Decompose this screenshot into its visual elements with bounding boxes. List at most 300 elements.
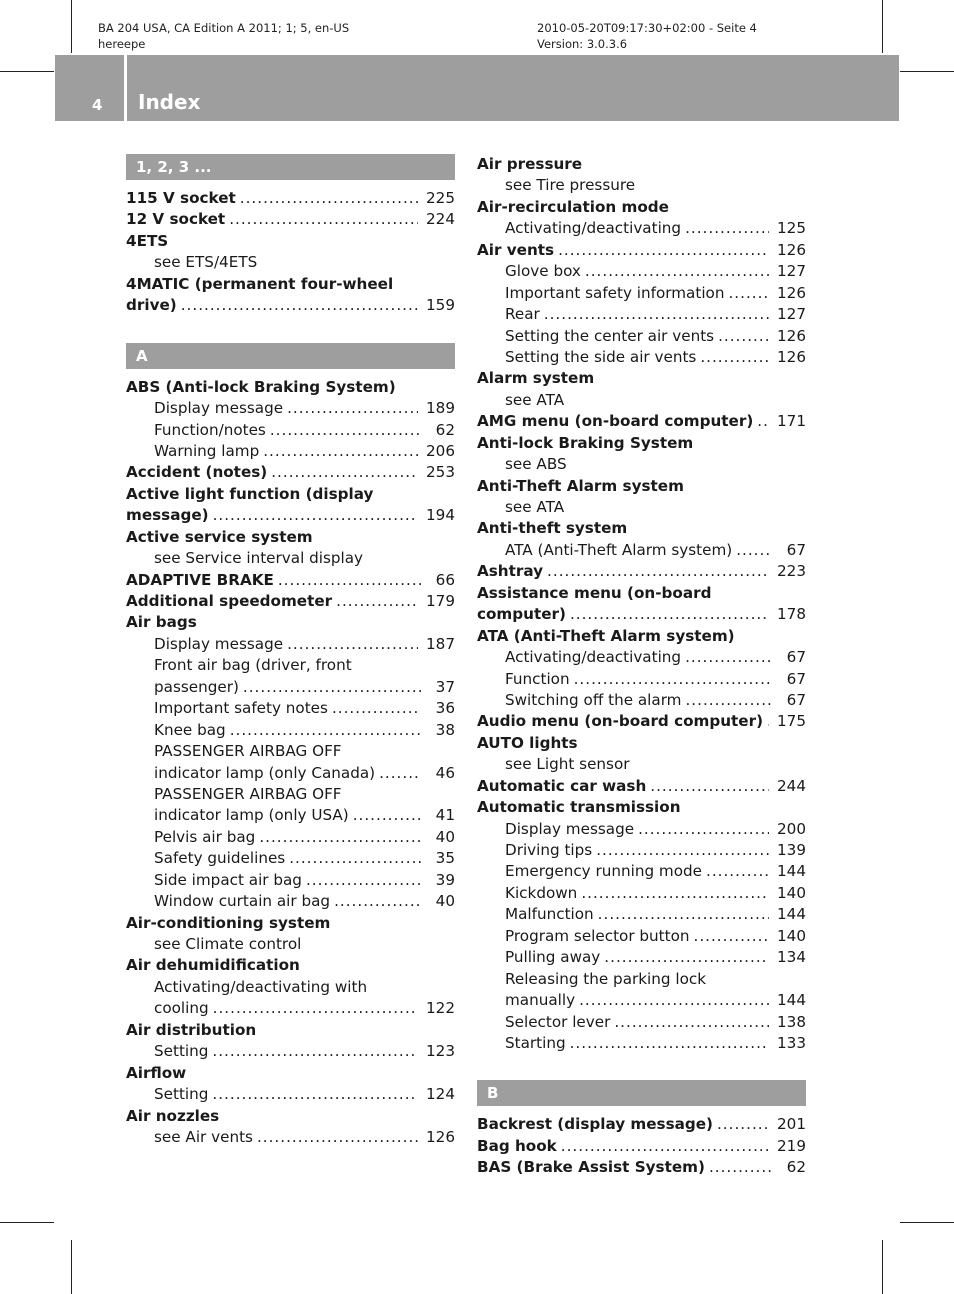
index-entry [126,505,455,526]
page-reference: 123 [426,1042,455,1061]
index-subentry [126,720,455,741]
entry-label: Anti-lock Braking System [477,433,694,452]
entry-label: Rear [505,305,540,324]
entry-label: Side impact air bag [154,870,302,889]
print-metadata-left [98,20,349,52]
index-entry [126,295,455,316]
section-spacer [126,317,455,343]
page-reference: 134 [777,948,806,967]
entry-label: Air distribution [126,1020,257,1039]
entry-label: Display message [154,399,284,418]
page-title: Index [138,90,201,114]
dot-leader [212,1084,418,1105]
dot-leader [574,669,772,690]
index-subentry [126,677,455,698]
dot-leader [694,926,770,947]
entry-label: Activating/deactivating [505,648,682,667]
crop-mark [882,0,883,53]
entry-label: see ABS [505,455,567,474]
entry-label: cooling [154,999,209,1018]
page-reference: 133 [777,1033,806,1052]
entry-label: Bag hook [477,1136,557,1155]
index-entry [477,476,806,497]
entry-label: Ashtray [477,562,544,581]
entry-label: ABS (Anti-lock Braking System) [126,377,396,396]
entry-label: see ATA [505,390,565,409]
dot-leader [685,218,769,239]
index-subentry [126,998,455,1019]
dot-leader [579,990,769,1011]
index-subentry [126,441,455,462]
entry-label: indicator lamp (only USA) [154,806,349,825]
entry-label: Malfunction [505,905,594,924]
dot-leader [585,261,769,282]
index-entry [477,626,806,647]
page-reference: 201 [777,1115,806,1134]
dot-leader [243,677,421,698]
page-reference: 122 [426,999,455,1018]
dot-leader [379,763,421,784]
index-entry [126,462,455,483]
page-reference: 206 [426,441,455,460]
entry-label: 4ETS [126,231,169,250]
dot-leader [306,870,421,891]
dot-leader [278,570,421,591]
entry-label: Display message [154,634,284,653]
section-heading: B [477,1080,806,1106]
entry-label: see Air vents [154,1127,253,1146]
entry-label: Driving tips [505,841,593,859]
dot-leader [570,604,769,625]
index-entry [477,733,806,754]
page-reference: 126 [777,326,806,345]
dot-leader [332,698,421,719]
entry-label: Front air bag (driver, front [154,656,352,675]
index-entry [477,1114,806,1135]
index-subentry [477,883,806,904]
index-subentry [477,926,806,947]
dot-leader [558,240,769,261]
dot-leader [757,411,769,432]
entry-label: see Tire pressure [505,176,636,195]
dot-leader [718,326,769,347]
index-entry [477,583,806,604]
entry-label: drive) [126,296,177,315]
page-reference: 127 [777,305,806,324]
entry-label: Pulling away [505,948,601,967]
entry-label: Air vents [477,240,555,259]
index-entry [126,591,455,612]
entry-label: Air-conditioning system [126,913,331,932]
page-reference: 187 [426,634,455,653]
dot-leader [289,848,421,869]
page-reference: 38 [435,720,455,739]
crop-mark [71,1240,72,1294]
index-entry [477,1157,806,1178]
entry-label: Accident (notes) [126,463,268,482]
dot-leader [685,647,772,668]
index-subentry [477,969,806,990]
index-subentry [477,497,806,518]
entry-label: Emergency running mode [505,862,702,881]
entry-label: Safety guidelines [154,849,286,868]
index-entry [126,188,455,209]
page-reference: 125 [777,219,806,238]
index-subentry [477,1012,806,1033]
index-entry [126,231,455,252]
index-entry [477,1136,806,1157]
dot-leader [287,634,418,655]
index-subentry [477,175,806,196]
dot-leader [570,1033,769,1054]
page-reference: 225 [426,189,455,207]
index-subentry [477,947,806,968]
entry-label: Important safety notes [154,699,328,718]
header-divider [124,55,127,121]
entry-label: PASSENGER AIRBAG OFF [154,742,342,761]
entry-label: BAS (Brake Assist System) [477,1158,705,1177]
dot-leader [257,1127,418,1148]
index-subentry [477,754,806,775]
entry-label: Warning lamp [154,441,260,460]
entry-label: Glove box [505,262,581,281]
page-reference: 40 [435,827,455,846]
entry-label: 12 V socket [126,210,226,229]
page-reference: 178 [777,605,806,624]
index-entry [126,570,455,591]
dot-leader [353,805,421,826]
index-subentry [477,390,806,411]
page-reference: 179 [426,592,455,610]
page-reference: 41 [435,806,455,825]
entry-label: 4MATIC (permanent four-wheel [126,274,394,293]
index-entry [126,955,455,976]
dot-leader [270,420,421,441]
crop-mark [0,71,54,72]
dot-leader [596,840,769,861]
index-subentry [126,634,455,655]
dot-leader [212,1041,418,1062]
entry-label: Audio menu (on-board computer) [477,712,764,731]
index-entry [477,604,806,625]
entry-label: passenger) [154,677,239,696]
index-subentry [126,934,455,955]
entry-label: Knee bag [154,720,226,739]
entry-label: ATA (Anti-Theft Alarm system) [477,626,735,645]
entry-label: 115 V socket [126,189,236,207]
page-reference: 244 [777,776,806,795]
entry-label: Alarm system [477,369,595,388]
page-reference: 171 [777,412,806,431]
page-reference: 175 [777,712,806,731]
entry-label: Automatic transmission [477,798,681,817]
index-entry [477,433,806,454]
page-reference: 138 [777,1012,806,1031]
index-entry [126,527,455,548]
entry-label: Selector lever [505,1012,611,1031]
index-subentry [126,698,455,719]
entry-label: indicator lamp (only Canada) [154,763,376,782]
index-subentry [477,326,806,347]
index-entry [477,154,806,175]
index-entry [126,209,455,230]
index-subentry [477,454,806,475]
page-reference: 144 [777,991,806,1010]
page-reference: 67 [786,669,806,688]
meta-edition: BA 204 USA, CA Edition A 2011; 1; 5, en-US [98,21,350,35]
crop-mark [71,0,72,53]
dot-leader [650,776,769,797]
entry-label: Anti-Theft Alarm system [477,476,684,495]
index-subentry [126,1127,455,1148]
page-reference: 67 [786,690,806,709]
index-subentry [126,805,455,826]
page-reference: 126 [777,347,806,366]
entry-label: see ATA [505,498,565,516]
dot-leader [544,304,769,325]
entry-label: Starting [505,1033,566,1052]
index-subentry [477,1033,806,1054]
index-subentry [477,261,806,282]
entry-label: Setting the center air vents [505,326,715,345]
dot-leader [230,720,421,741]
index-subentry [126,1041,455,1062]
dot-leader [181,295,418,316]
dot-leader [581,883,769,904]
entry-label: Anti-theft system [477,519,628,538]
index-subentry [126,398,455,419]
page-reference: 126 [777,283,806,302]
index-entry [477,197,806,218]
entry-label: Air-recirculation mode [477,197,669,216]
entry-label: ATA (Anti-Theft Alarm system) [505,540,733,559]
index-subentry [477,347,806,368]
section-heading: 1, 2, 3 ... [126,154,455,180]
entry-label: Automatic car wash [477,776,647,795]
index-subentry [126,420,455,441]
entry-label: Setting the side air vents [505,347,697,366]
entry-label: see Service interval display [154,549,364,568]
crop-mark [882,1240,883,1294]
entry-label: Important safety information [505,283,725,302]
entry-label: Airflow [126,1063,187,1082]
index-subentry [126,548,455,569]
index-entry [126,1020,455,1041]
page-reference: 35 [435,849,455,868]
entry-label: AUTO lights [477,733,578,752]
index-subentry [477,218,806,239]
entry-label: Display message [505,819,635,838]
entry-label: AMG menu (on-board computer) [477,412,754,431]
index-subentry [126,741,455,762]
page-reference: 67 [786,648,806,667]
entry-label: message) [126,506,209,525]
page-reference: 62 [435,420,455,439]
page-reference: 62 [786,1158,806,1177]
entry-label: manually [505,991,576,1010]
dot-leader [767,711,769,732]
index-column-right [477,154,806,1179]
dot-leader [263,441,418,462]
dot-leader [561,1136,769,1157]
entry-label: Kickdown [505,883,578,902]
page-reference: 40 [435,892,455,911]
index-entry [126,913,455,934]
page-reference: 140 [777,926,806,945]
page-reference: 194 [426,506,455,525]
dot-leader [336,591,418,612]
meta-author: hereepe [98,37,146,51]
page-reference: 36 [435,699,455,718]
index-entry [477,711,806,732]
entry-label: Active service system [126,527,313,546]
page-reference: 223 [777,562,806,581]
entry-label: Active light function (display [126,484,374,503]
index-entry [126,377,455,398]
entry-label: Switching off the alarm [505,690,682,709]
index-subentry [126,977,455,998]
index-entry [477,797,806,818]
index-subentry [477,304,806,325]
print-metadata-right [537,20,757,52]
page-reference: 126 [426,1127,455,1146]
crop-mark [900,71,954,72]
dot-leader [604,947,769,968]
section-spacer [477,1054,806,1080]
index-entry [126,612,455,633]
dot-leader [638,819,769,840]
crop-mark [0,1222,54,1223]
page-reference: 46 [435,763,455,782]
index-subentry [126,848,455,869]
entry-label: Setting [154,1085,209,1104]
dot-leader [334,891,421,912]
index-entry [126,1106,455,1127]
entry-label: computer) [477,605,566,624]
page-reference: 124 [426,1085,455,1104]
dot-leader [717,1114,769,1135]
entry-label: Activating/deactivating [505,219,682,238]
meta-version: Version: 3.0.3.6 [537,37,628,51]
index-subentry [477,540,806,561]
index-subentry [477,647,806,668]
page-number: 4 [92,96,103,114]
entry-label: Function [505,669,570,688]
dot-leader [213,505,418,526]
dot-leader [709,1157,772,1178]
dot-leader [287,398,418,419]
entry-label: ADAPTIVE BRAKE [126,570,274,589]
page-reference: 200 [777,819,806,838]
dot-leader [271,462,418,483]
index-subentry [477,283,806,304]
index-subentry [126,655,455,676]
entry-label: Air nozzles [126,1106,220,1125]
entry-label: Program selector button [505,926,690,945]
index-subentry [477,690,806,711]
index-subentry [126,763,455,784]
page-reference: 219 [777,1136,806,1155]
index-subentry [126,1084,455,1105]
page-reference: 144 [777,862,806,881]
page-reference: 159 [426,296,455,315]
dot-leader [700,347,769,368]
page-reference: 189 [426,399,455,418]
section-heading: A [126,343,455,369]
index-entry [477,518,806,539]
index-entry [126,1063,455,1084]
entry-label: see Climate control [154,935,302,953]
entry-label: see Light sensor [505,755,630,774]
dot-leader [598,904,769,925]
entry-label: PASSENGER AIRBAG OFF [154,784,342,803]
entry-label: Activating/deactivating with [154,977,368,996]
dot-leader [706,861,769,882]
page-reference: 139 [777,841,806,859]
index-entry [477,776,806,797]
entry-label: Releasing the parking lock [505,969,707,988]
meta-timestamp: 2010-05-20T09:17:30+02:00 - Seite 4 [537,21,757,35]
index-subentry [477,819,806,840]
entry-label: Setting [154,1042,209,1061]
page-reference: 39 [435,870,455,889]
dot-leader [736,540,772,561]
index-entry [477,368,806,389]
page-reference: 144 [777,905,806,924]
index-entry [477,411,806,432]
index-entry [477,561,806,582]
page-reference: 126 [777,240,806,259]
dot-leader [547,561,769,582]
index-subentry [477,904,806,925]
index-entry [477,240,806,261]
entry-label: Air dehumidification [126,956,300,975]
index-subentry [126,870,455,891]
entry-label: see ETS/4ETS [154,253,258,272]
dot-leader [259,827,421,848]
page-reference: 67 [786,540,806,559]
entry-label: Backrest (display message) [477,1115,713,1134]
dot-leader [229,209,418,230]
entry-label: Function/notes [154,420,266,439]
page-reference: 127 [777,262,806,281]
index-column-left [126,154,455,1148]
dot-leader [614,1012,769,1033]
page-reference: 224 [426,210,455,229]
entry-label: Assistance menu (on-board [477,583,712,602]
index-subentry [477,669,806,690]
index-subentry [477,861,806,882]
entry-label: Additional speedometer [126,592,333,610]
index-subentry [126,827,455,848]
index-subentry [477,840,806,861]
index-subentry [126,891,455,912]
index-subentry [126,784,455,805]
index-entry [126,484,455,505]
page-reference: 37 [435,677,455,696]
page-reference: 253 [426,463,455,482]
entry-label: Window curtain air bag [154,892,331,911]
dot-leader [213,998,418,1019]
entry-label: Air bags [126,613,197,632]
index-subentry [126,252,455,273]
entry-label: Air pressure [477,155,583,173]
index-entry [126,274,455,295]
dot-leader [685,690,772,711]
crop-mark [900,1222,954,1223]
dot-leader [728,283,769,304]
index-subentry [477,990,806,1011]
